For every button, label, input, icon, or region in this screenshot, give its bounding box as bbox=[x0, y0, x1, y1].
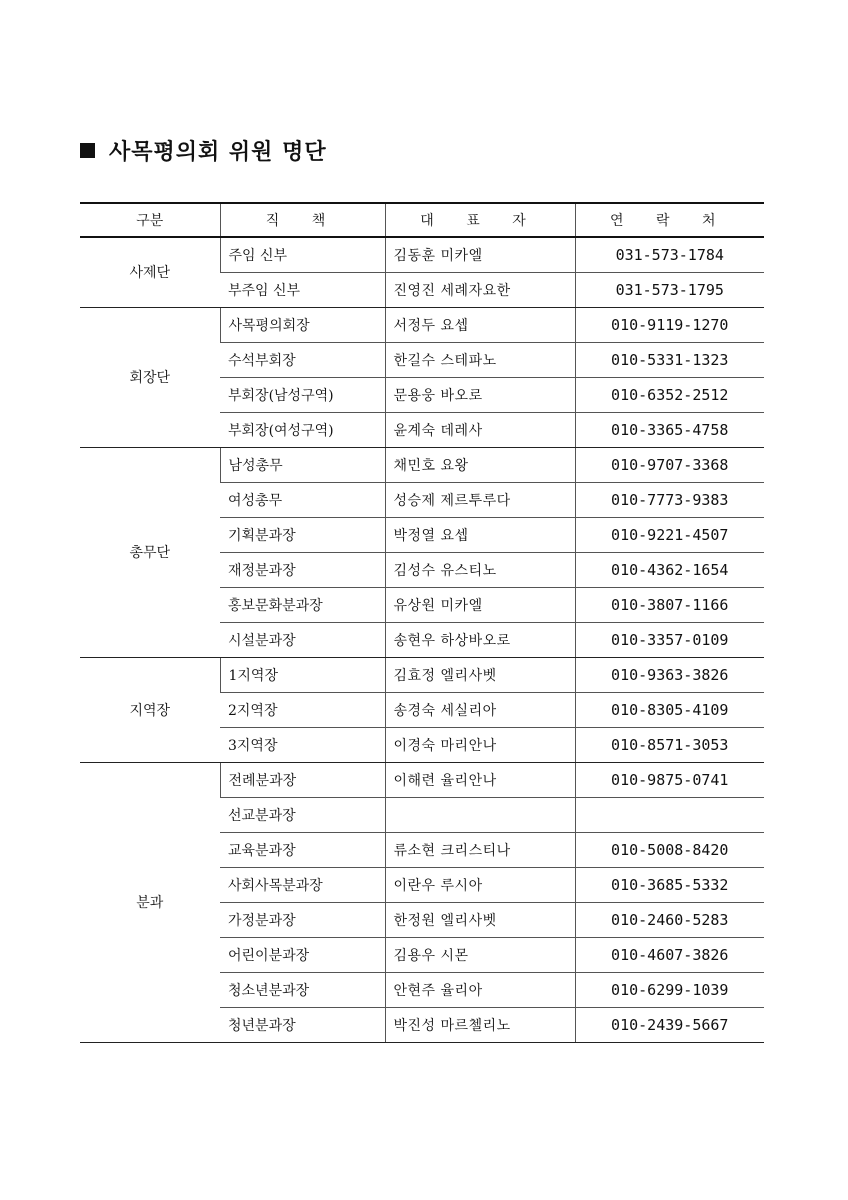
phone-cell: 010-2439-5667 bbox=[575, 1007, 764, 1042]
representative-cell bbox=[385, 797, 575, 832]
group-label: 사제단 bbox=[80, 237, 220, 307]
representative-cell: 안현주 율리아 bbox=[385, 972, 575, 1007]
phone-cell: 010-3807-1166 bbox=[575, 587, 764, 622]
table-body bbox=[80, 237, 764, 1042]
table-row bbox=[80, 447, 764, 482]
representative-cell: 윤계숙 데레사 bbox=[385, 412, 575, 447]
phone-cell: 031-573-1795 bbox=[575, 272, 764, 307]
phone-cell: 031-573-1784 bbox=[575, 237, 764, 272]
header-contact: 연 락 처 bbox=[575, 203, 764, 237]
representative-cell: 진영진 세례자요한 bbox=[385, 272, 575, 307]
position-cell: 홍보문화분과장 bbox=[220, 587, 385, 622]
position-cell: 기획분과장 bbox=[220, 517, 385, 552]
phone-cell: 010-9221-4507 bbox=[575, 517, 764, 552]
phone-cell: 010-5008-8420 bbox=[575, 832, 764, 867]
phone-cell: 010-3357-0109 bbox=[575, 622, 764, 657]
position-cell: 사회사목분과장 bbox=[220, 867, 385, 902]
position-cell: 남성총무 bbox=[220, 447, 385, 482]
table-row bbox=[80, 307, 764, 342]
position-cell: 수석부회장 bbox=[220, 342, 385, 377]
position-cell: 청년분과장 bbox=[220, 1007, 385, 1042]
representative-cell: 송현우 하상바오로 bbox=[385, 622, 575, 657]
phone-cell: 010-9707-3368 bbox=[575, 447, 764, 482]
representative-cell: 성승제 제르투루다 bbox=[385, 482, 575, 517]
phone-cell: 010-9875-0741 bbox=[575, 762, 764, 797]
phone-cell: 010-6299-1039 bbox=[575, 972, 764, 1007]
phone-cell: 010-9363-3826 bbox=[575, 657, 764, 692]
representative-cell: 문용웅 바오로 bbox=[385, 377, 575, 412]
representative-cell: 유상원 미카엘 bbox=[385, 587, 575, 622]
committee-table bbox=[80, 202, 764, 1043]
representative-cell: 서정두 요셉 bbox=[385, 307, 575, 342]
representative-cell: 류소현 크리스티나 bbox=[385, 832, 575, 867]
position-cell: 교육분과장 bbox=[220, 832, 385, 867]
phone-cell: 010-8571-3053 bbox=[575, 727, 764, 762]
position-cell: 전례분과장 bbox=[220, 762, 385, 797]
table-row bbox=[80, 657, 764, 692]
representative-cell: 박진성 마르첼리노 bbox=[385, 1007, 575, 1042]
table-header bbox=[80, 203, 764, 237]
representative-cell: 한길수 스테파노 bbox=[385, 342, 575, 377]
position-cell: 여성총무 bbox=[220, 482, 385, 517]
position-cell: 어린이분과장 bbox=[220, 937, 385, 972]
group-label: 총무단 bbox=[80, 447, 220, 657]
position-cell: 선교분과장 bbox=[220, 797, 385, 832]
phone-cell: 010-6352-2512 bbox=[575, 377, 764, 412]
group-label: 분과 bbox=[80, 762, 220, 1042]
representative-cell: 김동훈 미카엘 bbox=[385, 237, 575, 272]
position-cell: 재정분과장 bbox=[220, 552, 385, 587]
representative-cell: 김용우 시몬 bbox=[385, 937, 575, 972]
position-cell: 3지역장 bbox=[220, 727, 385, 762]
phone-cell: 010-7773-9383 bbox=[575, 482, 764, 517]
phone-cell: 010-4607-3826 bbox=[575, 937, 764, 972]
representative-cell: 김성수 유스티노 bbox=[385, 552, 575, 587]
group-label: 지역장 bbox=[80, 657, 220, 762]
phone-cell: 010-3365-4758 bbox=[575, 412, 764, 447]
position-cell: 가정분과장 bbox=[220, 902, 385, 937]
position-cell: 부회장(남성구역) bbox=[220, 377, 385, 412]
position-cell: 2지역장 bbox=[220, 692, 385, 727]
phone-cell: 010-5331-1323 bbox=[575, 342, 764, 377]
representative-cell: 이해련 율리안나 bbox=[385, 762, 575, 797]
position-cell: 사목평의회장 bbox=[220, 307, 385, 342]
position-cell: 부주임 신부 bbox=[220, 272, 385, 307]
group-label: 회장단 bbox=[80, 307, 220, 447]
phone-cell: 010-9119-1270 bbox=[575, 307, 764, 342]
table-row bbox=[80, 762, 764, 797]
representative-cell: 이경숙 마리안나 bbox=[385, 727, 575, 762]
phone-cell bbox=[575, 797, 764, 832]
phone-cell: 010-2460-5283 bbox=[575, 902, 764, 937]
position-cell: 1지역장 bbox=[220, 657, 385, 692]
phone-cell: 010-3685-5332 bbox=[575, 867, 764, 902]
representative-cell: 김효정 엘리사벳 bbox=[385, 657, 575, 692]
position-cell: 부회장(여성구역) bbox=[220, 412, 385, 447]
header-category: 구분 bbox=[80, 203, 220, 237]
representative-cell: 송경숙 세실리아 bbox=[385, 692, 575, 727]
phone-cell: 010-4362-1654 bbox=[575, 552, 764, 587]
table-row bbox=[80, 237, 764, 272]
position-cell: 주임 신부 bbox=[220, 237, 385, 272]
representative-cell: 박정열 요셉 bbox=[385, 517, 575, 552]
position-cell: 청소년분과장 bbox=[220, 972, 385, 1007]
page-title bbox=[80, 135, 327, 166]
page-title-text: 사목평의회 위원 명단 bbox=[109, 139, 327, 165]
phone-cell: 010-8305-4109 bbox=[575, 692, 764, 727]
representative-cell: 한정원 엘리사벳 bbox=[385, 902, 575, 937]
header-position: 직 책 bbox=[220, 203, 385, 237]
representative-cell: 이란우 루시아 bbox=[385, 867, 575, 902]
position-cell: 시설분과장 bbox=[220, 622, 385, 657]
header-representative: 대 표 자 bbox=[385, 203, 575, 237]
header-row bbox=[80, 203, 764, 237]
representative-cell: 채민호 요왕 bbox=[385, 447, 575, 482]
black-square-icon bbox=[80, 143, 95, 158]
